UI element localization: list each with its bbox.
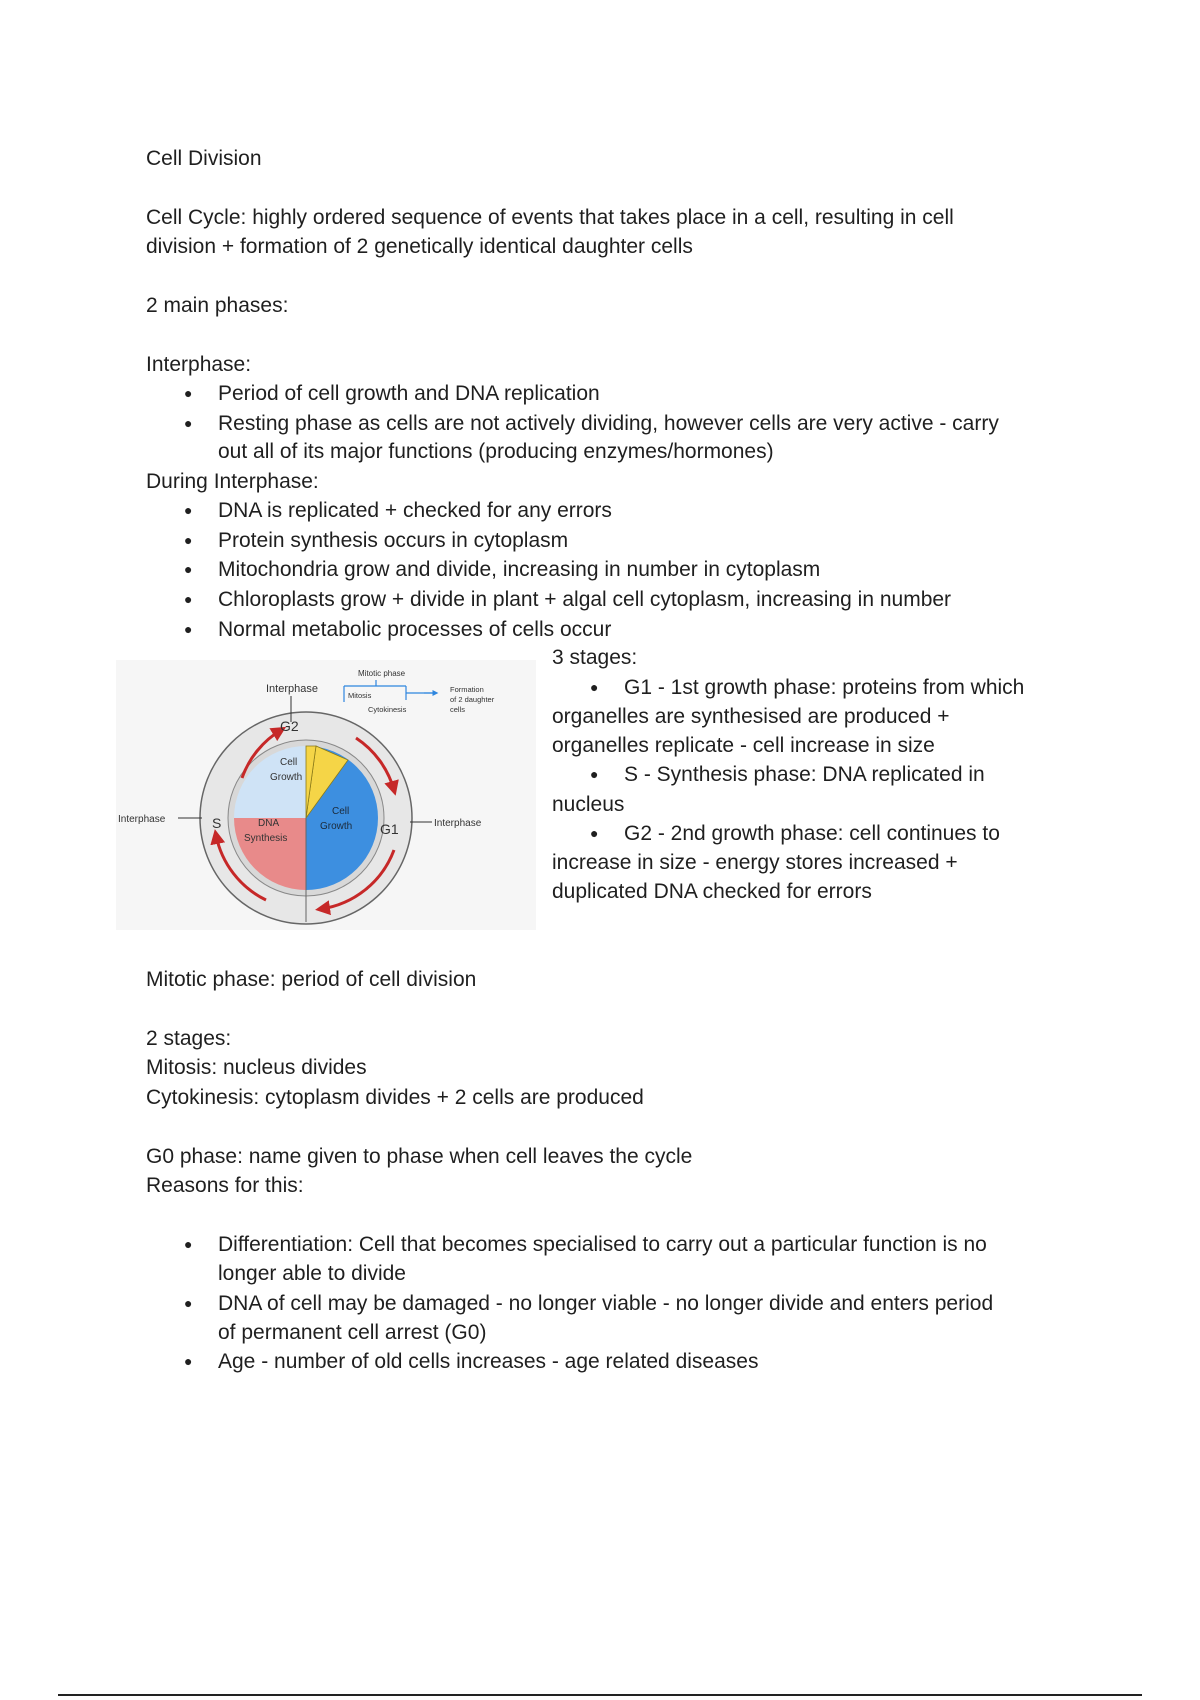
interphase-bullet-2: ● Resting phase as cells are not actively dividing, however cells are very active - carry xyxy=(218,409,999,438)
reason-bullet-2-cont: of permanent cell arrest (G0) xyxy=(218,1321,487,1344)
label-cell-growth-top-1: Cell xyxy=(280,757,298,768)
mitotic-phase-text: Mitotic phase: period of cell division xyxy=(146,968,477,991)
label-s: S xyxy=(212,815,222,831)
stage-g1-line-1: ● G1 - 1st growth phase: proteins from which xyxy=(624,673,1024,702)
stage-g2-line-2: increase in size - energy stores increased + xyxy=(552,851,958,874)
label-dna-2: Synthesis xyxy=(244,833,288,844)
stages-heading: 3 stages: xyxy=(552,646,638,669)
during-bullet-4: ● Chloroplasts grow + divide in plant + algal cell cytoplasm, increasing in number xyxy=(218,585,951,614)
label-cell-growth-2: Growth xyxy=(320,821,353,832)
cell-cycle-line-1: Cell Cycle: highly ordered sequence of events that takes place in a cell, resulting in cell xyxy=(146,206,954,229)
main-phases-text: 2 main phases: xyxy=(146,294,289,317)
cell-cycle-line-2: division + formation of 2 genetically identical daughter cells xyxy=(146,235,693,258)
stage-g1-line-2: organelles are synthesised are produced + xyxy=(552,705,950,728)
label-formation-3: cells xyxy=(450,705,466,714)
reason-bullet-3: ● Age - number of old cells increases - age related diseases xyxy=(218,1347,758,1376)
stage-s-line-1: ● S - Synthesis phase: DNA replicated in xyxy=(624,760,985,789)
label-interphase-left: Interphase xyxy=(118,814,166,825)
two-stages-text: 2 stages: xyxy=(146,1027,232,1050)
label-cell-growth-1: Cell xyxy=(332,806,350,817)
interphase-bullet-2-cont: out all of its major functions (producing enzymes/hormones) xyxy=(218,440,774,463)
bottom-rule xyxy=(58,1694,1142,1696)
during-bullet-2: ● Protein synthesis occurs in cytoplasm xyxy=(218,526,568,555)
label-mitotic-phase: Mitotic phase xyxy=(358,669,406,678)
stage-g2-line-1: ● G2 - 2nd growth phase: cell continues to xyxy=(624,819,1000,848)
interphase-bullet-1: ● Period of cell growth and DNA replication xyxy=(218,379,600,408)
mitosis-text: Mitosis: nucleus divides xyxy=(146,1056,367,1079)
stage-g2-line-3: duplicated DNA checked for errors xyxy=(552,880,872,903)
during-bullet-5: ● Normal metabolic processes of cells occur xyxy=(218,615,611,644)
label-cytokinesis: Cytokinesis xyxy=(368,705,407,714)
label-dna-1: DNA xyxy=(258,818,280,829)
label-formation-2: of 2 daughter xyxy=(450,695,495,704)
label-g1: G1 xyxy=(380,821,399,837)
during-heading: During Interphase: xyxy=(146,470,319,493)
interphase-heading: Interphase: xyxy=(146,353,252,376)
g0-text: G0 phase: name given to phase when cell leaves the cycle xyxy=(146,1145,693,1168)
cell-cycle-diagram xyxy=(116,660,536,930)
label-mitosis: Mitosis xyxy=(348,691,372,700)
reason-bullet-1-cont: longer able to divide xyxy=(218,1262,406,1285)
label-formation-1: Formation xyxy=(450,685,484,694)
label-cell-growth-top-2: Growth xyxy=(270,772,303,783)
page-title: Cell Division xyxy=(146,147,262,170)
stage-s-line-2: nucleus xyxy=(552,793,625,816)
stage-g1-line-3: organelles replicate - cell increase in size xyxy=(552,734,935,757)
during-bullet-3: ● Mitochondria grow and divide, increasing in number in cytoplasm xyxy=(218,555,820,584)
label-g2: G2 xyxy=(280,718,299,734)
during-bullet-1: ● DNA is replicated + checked for any errors xyxy=(218,496,612,525)
label-interphase-top: Interphase xyxy=(266,683,318,695)
reason-bullet-2: ● DNA of cell may be damaged - no longer viable - no longer divide and enters period xyxy=(218,1289,993,1318)
reasons-heading: Reasons for this: xyxy=(146,1174,304,1197)
reason-bullet-1: ● Differentiation: Cell that becomes specialised to carry out a particular function is no xyxy=(218,1230,987,1259)
label-interphase-right: Interphase xyxy=(434,818,482,829)
cytokinesis-text: Cytokinesis: cytoplasm divides + 2 cells are produced xyxy=(146,1086,644,1109)
